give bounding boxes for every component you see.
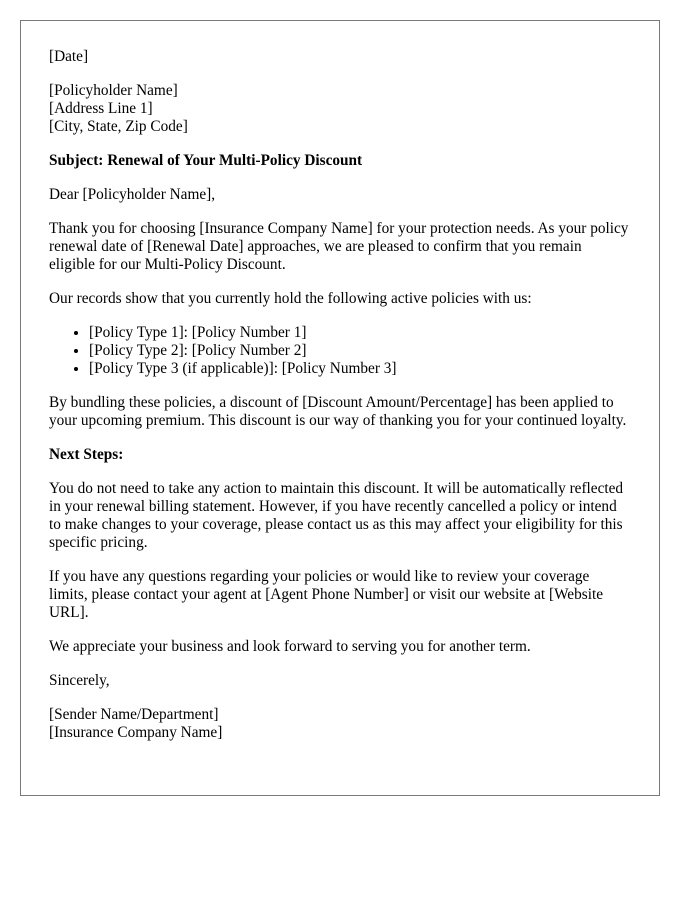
policy-list-item: • [Policy Type 3 (if applicable)]: [Policy Number 3] <box>89 360 631 378</box>
next-steps-heading: Next Steps: <box>49 446 124 463</box>
paragraph-intro: Thank you for choosing [Insurance Company Name] for your protection needs. As your policy renewal date of [Renewal Date] approaches, we are pleased to confirm that you remain eligible for our Multi-Policy Discount. <box>49 220 629 273</box>
policy-list <box>49 324 631 378</box>
letter-subject: Subject: Renewal of Your Multi-Policy Discount <box>49 152 363 169</box>
letter-document <box>20 20 660 796</box>
paragraph-records: Our records show that you currently hold the following active policies with us: <box>49 290 532 307</box>
recipient-name: [Policyholder Name] <box>49 82 178 99</box>
sender-company: [Insurance Company Name] <box>49 724 223 741</box>
sender-signature-block <box>49 706 631 742</box>
paragraph-next-steps: You do not need to take any action to maintain this discount. It will be automatically reflected in your renewal billing statement. However, if you have recently cancelled a policy or intend to make changes to your coverage, please contact us as this may affect your eligibility for this specific pricing. <box>49 480 624 551</box>
policy-list-item: • [Policy Type 2]: [Policy Number 2] <box>89 342 631 360</box>
recipient-address <box>49 82 631 136</box>
paragraph-bundling: By bundling these policies, a discount of [Discount Amount/Percentage] has been applied to your upcoming premium. This discount is our way of thanking you for your continued loyalty. <box>49 394 627 429</box>
paragraph-questions: If you have any questions regarding your policies or would like to review your coverage limits, please contact your agent at [Agent Phone Number] or visit our website at [Website URL]. <box>49 568 603 621</box>
paragraph-closing: We appreciate your business and look forward to serving you for another term. <box>49 638 531 655</box>
recipient-city-state-zip: [City, State, Zip Code] <box>49 118 188 135</box>
letter-date: [Date] <box>49 48 89 65</box>
policy-list-item: • [Policy Type 1]: [Policy Number 1] <box>89 324 631 342</box>
recipient-address-line-1: [Address Line 1] <box>49 100 153 117</box>
sender-name: [Sender Name/Department] <box>49 706 219 723</box>
letter-sign-off: Sincerely, <box>49 672 110 689</box>
letter-salutation: Dear [Policyholder Name], <box>49 186 216 203</box>
